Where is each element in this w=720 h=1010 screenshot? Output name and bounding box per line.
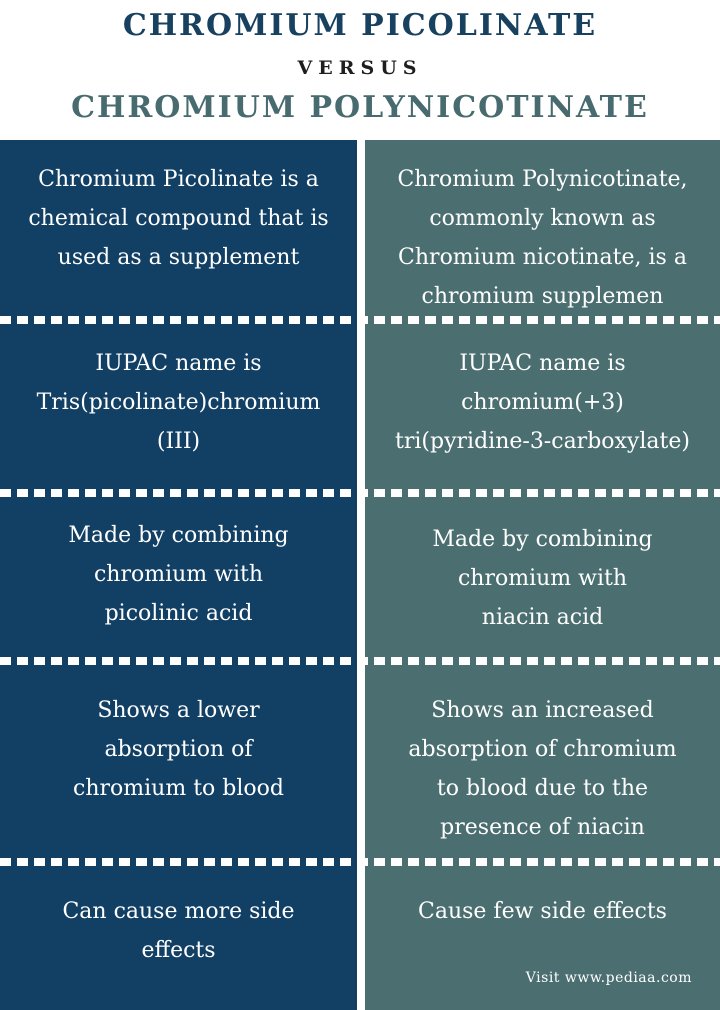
- row-divider: [0, 316, 720, 324]
- title-chromium-picolinate: CHROMIUM PICOLINATE: [122, 8, 598, 43]
- column-gap: [357, 140, 365, 1010]
- polynicotinate-absorption: Shows an increased absorption of chromium to blood due to the presence of niacin: [408, 698, 677, 840]
- picolinate-side-effects: Can cause more side effects: [62, 899, 295, 963]
- header: [0, 0, 720, 140]
- picolinate-absorption: Shows a lower absorption of chromium to blood: [73, 698, 284, 801]
- polynicotinate-definition: Chromium Polynicotinate, commonly known as Chromium nicotinate, is a chromium supplemen: [397, 167, 688, 309]
- title-chromium-polynicotinate: CHROMIUM POLYNICOTINATE: [71, 90, 649, 125]
- versus-label: VERSUS: [297, 57, 423, 79]
- row-divider: [0, 858, 720, 866]
- polynicotinate-preparation: Made by combining chromium with niacin acid: [432, 527, 653, 630]
- source-credit: Visit www.pediaa.com: [525, 970, 692, 986]
- picolinate-preparation: Made by combining chromium with picolinic acid: [68, 523, 289, 626]
- picolinate-iupac-name: IUPAC name is Tris(picolinate)chromium (III): [36, 351, 321, 454]
- polynicotinate-side-effects: Cause few side effects: [418, 899, 667, 924]
- picolinate-definition: Chromium Picolinate is a chemical compound that is used as a supplement: [28, 167, 329, 270]
- row-divider: [0, 489, 720, 497]
- row-divider: [0, 657, 720, 665]
- polynicotinate-iupac-name: IUPAC name is chromium(+3) tri(pyridine-3-carboxylate): [395, 351, 690, 454]
